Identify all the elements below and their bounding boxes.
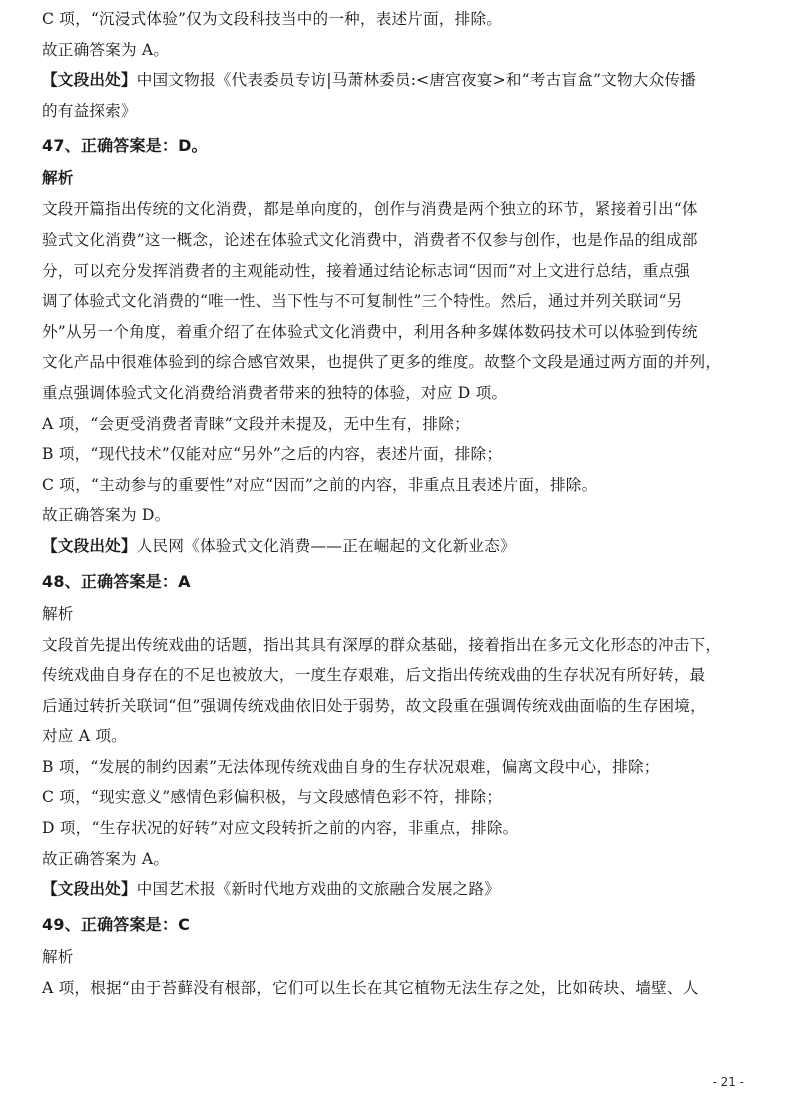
page-number: - 21 - [712,1075,744,1089]
source-tag: 【文段出处】 [42,71,137,90]
line-q48-d: D 项，“生存状况的好转”对应文段转折之前的内容，非重点，排除。 [42,819,519,838]
line-q49-analysis-label: 解析 [42,947,74,966]
line-q47-b: B 项，“现代技术”仅能对应“另外”之后的内容，表述片面，排除； [42,445,503,464]
line-source-prev-1 [42,65,758,96]
line-q49-a: A 项，根据“由于苔藓没有根部，它们可以生长在其它植物无法生存之处，比如砖块、墙壁、人 [42,978,699,997]
line-q48-p2: 传统戏曲自身存在的不足也被放大，一度生存艰难，后文指出传统戏曲的生存状况有所好转，最 [42,666,706,685]
line-q48-p4: 对应 A 项。 [42,727,127,746]
line-q47-analysis-label: 解析 [42,169,74,188]
line-q48-b: B 项，“发展的制约因素”无法体现传统戏曲自身的生存状况艰难，偏离文段中心，排除； [42,757,660,776]
source-text: 人民网《体验式文化消费——正在崛起的文化新业态》 [136,536,516,555]
line-q47-p5: 外”从另一个角度，着重介绍了在体验式文化消费中，利用各种多媒体数码技术可以体验到传统 [42,322,698,341]
line-source-prev-2: 的有益探索》 [42,101,137,120]
source-text: 中国艺术报《新时代地方戏曲的文旅融合发展之路》 [136,880,501,899]
line-q47-p6: 文化产品中很难体验到的综合感官效果，也提供了更多的维度。故整个文段是通过两方面的并列， [42,353,722,372]
line-q48-c: C 项，“现实意义”感情色彩偏积极，与文段感情色彩不符，排除； [42,788,503,807]
source-text: 中国文物报《代表委员专访|马萧林委员:<唐宫夜宴>和“考古盲盒”文物大众传播 [136,71,696,90]
line-q48-analysis-label: 解析 [42,604,74,623]
line-q49-heading: 49、正确答案是：C [42,914,191,934]
line-c-option-prev: C 项，“沉浸式体验”仅为文段科技当中的一种，表述片面，排除。 [42,10,503,28]
line-q47-p3: 分，可以充分发挥消费者的主观能动性，接着通过结论标志词“因而”对上文进行总结，重点强 [42,261,691,280]
line-q47-c: C 项，“主动参与的重要性”对应“因而”之前的内容，非重点且表述片面，排除。 [42,475,598,494]
line-q47-p7: 重点强调体验式文化消费给消费者带来的独特的体验，对应 D 项。 [42,383,508,402]
source-tag: 【文段出处】 [42,880,137,899]
line-q47-answer: 故正确答案为 D。 [42,506,171,525]
line-q48-source [42,874,758,905]
line-q47-a: A 项，“会更受消费者青睐”文段并未提及，无中生有，排除； [42,414,470,433]
line-q47-heading: 47、正确答案是：D。 [42,136,208,156]
line-q48-heading: 48、正确答案是：A [42,571,191,591]
line-q47-p1: 文段开篇指出传统的文化消费，都是单向度的，创作与消费是两个独立的环节，紧接着引出“体 [42,200,698,219]
line-q48-p3: 后通过转折关联词“但”强调传统戏曲依旧处于弱势，故文段重在强调传统戏曲面临的生存困境， [42,696,706,715]
line-q47-p2: 验式文化消费”这一概念，论述在体验式文化消费中，消费者不仅参与创作，也是作品的组成部 [42,230,698,249]
source-tag: 【文段出处】 [42,536,137,555]
line-q48-answer: 故正确答案为 A。 [42,849,170,868]
document-content [42,4,758,1003]
line-q47-p4: 调了体验式文化消费的“唯一性、当下性与不可复制性”三个特性。然后，通过并列关联词“另 [42,292,683,311]
line-q47-source [42,531,758,562]
line-answer-prev: 故正确答案为 A。 [42,40,170,59]
line-q48-p1: 文段首先提出传统戏曲的话题，指出其具有深厚的群众基础，接着指出在多元文化形态的冲击下， [42,635,722,654]
